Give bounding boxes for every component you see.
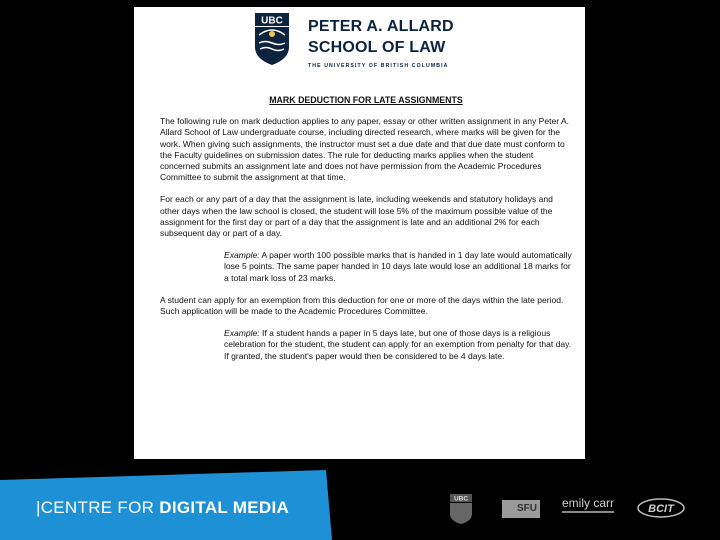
example-1 <box>224 250 572 284</box>
school-name-line2: SCHOOL OF LAW <box>308 39 446 56</box>
ubc-crest-icon <box>254 13 290 65</box>
sfu-logo: SFU <box>502 500 540 518</box>
cdm-prefix: |CENTRE FOR <box>36 498 160 517</box>
example-2-text: If a student hands a paper in 5 days late, but one of those days is a religious celebration for the student, the student can apply for an exemption from penalty for that day. If granted, the student's paper would then be considered to be 4 days late. <box>224 328 572 361</box>
bcit-logo-text: BCIT <box>648 503 674 515</box>
ubc-logo-text: UBC <box>453 495 469 503</box>
paragraph-exemption: A student can apply for an exemption from this deduction for one or more of the days within the late period. Such application will be made to the Academic Procedures Committee. <box>160 294 564 317</box>
paragraph-rule: The following rule on mark deduction applies to any paper, essay or other written assignment in any Peter A. Allard School of Law undergraduate course, including directed research, where marks will be given for the work. When giving such assignments, the instructor must set a due date and that due date must conform to the Faculty guidelines on submission dates. The rule for deducting marks applies when the student concerned submits an assignment late and does not have permission from the Academic Procedures Committee to submit the assignment at that time. <box>160 116 570 183</box>
school-name-line1: PETER A. ALLARD <box>308 18 454 35</box>
example-2 <box>224 328 572 362</box>
example-2-label: Example: <box>224 328 260 339</box>
paragraph-deduction: For each or any part of a day that the assignment is late, including weekends and statutory holidays and other days when the law school is closed, the student will lose 5% of the maximum possible value of the assignment for the first day or part of a day that the assignment is late and an additional 2% for each subsequent day or part of a day. <box>160 194 553 239</box>
university-name: THE UNIVERSITY OF BRITISH COLUMBIA <box>308 63 449 69</box>
example-1-text: A paper worth 100 possible marks that is handed in 1 day late would automatically lose 5 points. The same paper handed in 10 days late would lose an additional 18 marks for a total mark loss of 23 marks. <box>224 250 572 283</box>
emily-carr-logo: emily carr <box>562 496 615 510</box>
bcit-logo-icon <box>636 497 686 519</box>
ubc-logo-icon <box>449 494 473 524</box>
document-body <box>160 95 572 373</box>
emily-carr-underline <box>562 511 614 513</box>
centre-for-digital-media-logo <box>36 498 289 518</box>
crest-text: UBC <box>261 15 283 27</box>
cdm-bold: DIGITAL MEDIA <box>159 498 290 517</box>
document-page <box>134 7 585 459</box>
document-header <box>254 13 574 75</box>
example-1-label: Example: <box>224 250 260 261</box>
document-title: MARK DEDUCTION FOR LATE ASSIGNMENTS <box>269 95 463 105</box>
